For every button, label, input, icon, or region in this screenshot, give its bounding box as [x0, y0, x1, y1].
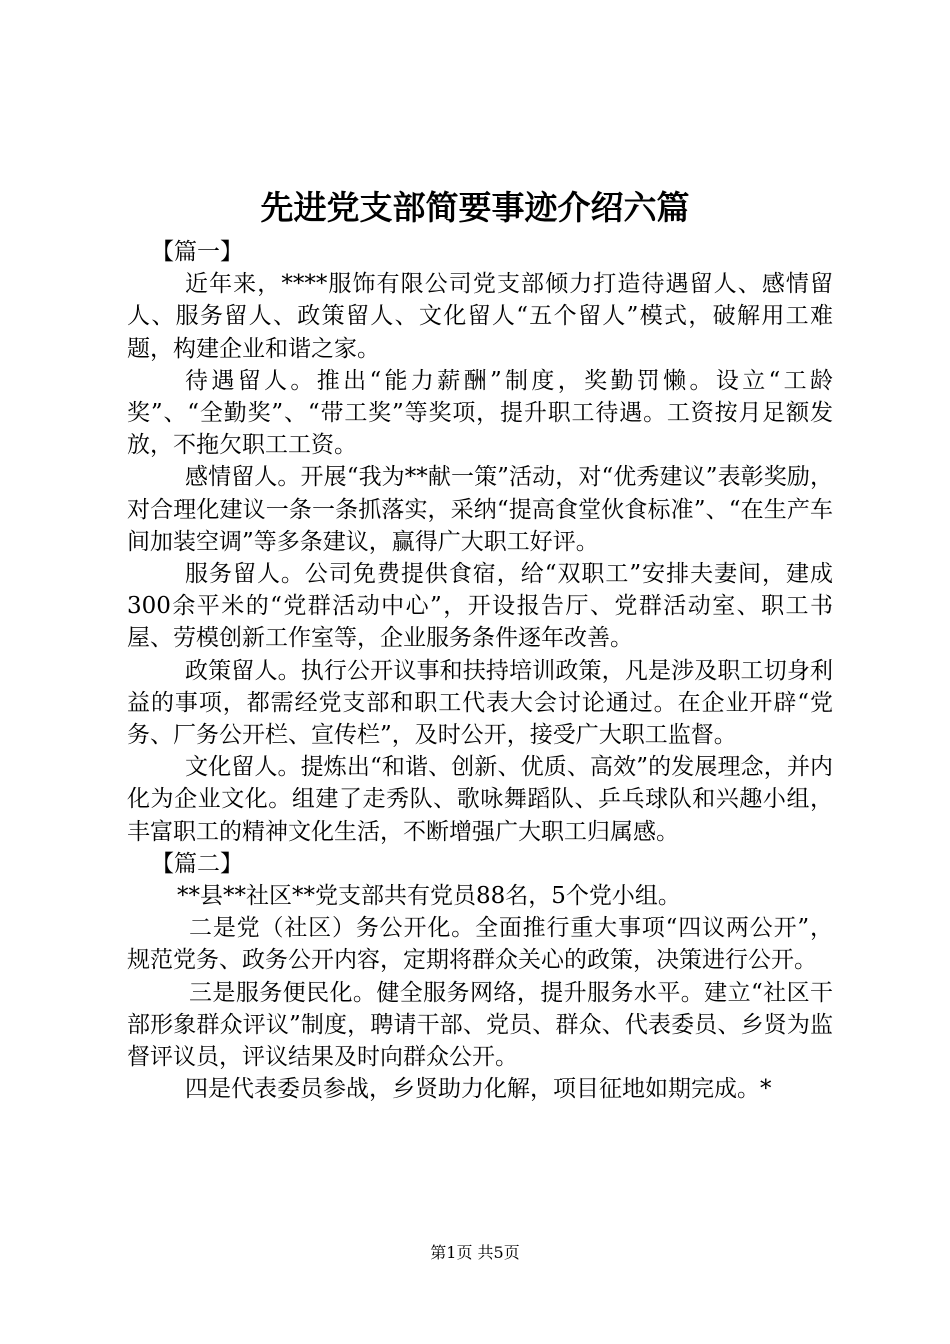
paragraph: 感情留人。开展“我为**献一策”活动，对“优秀建议”表彰奖励，对合理化建议一条一条抓落实，采纳“提高食堂伙食标准”、“在生产车间加装空调”等多条建议，赢得广大职工好评。: [127, 464, 833, 555]
paragraph: 四是代表委员参战，乡贤助力化解，项目征地如期完成。*: [185, 1076, 772, 1103]
paragraph: 待遇留人。推出“能力薪酬”制度，奖勤罚懒。设立“工龄奖”、“全勤奖”、“带工奖”等奖项，提升职工待遇。工资按月足额发放，不拖欠职工工资。: [127, 367, 833, 459]
page-number: 第1页 共5页: [430, 1243, 520, 1262]
paragraph: **县**社区**党支部共有党员88名，5个党小组。: [177, 883, 681, 910]
section-heading-1: 【篇一】: [151, 239, 243, 265]
paragraph: 三是服务便民化。健全服务网络，提升服务水平。建立“社区干部形象群众评议”制度，聘请干部、党员、群众、代表委员、乡贤为监督评议员，评议结果及时向群众公开。: [127, 979, 833, 1071]
paragraph: 服务留人。公司免费提供食宿，给“双职工”安排夫妻间，建成300余平米的“党群活动中心”，开设报告厅、党群活动室、职工书屋、劳模创新工作室等，企业服务条件逐年改善。: [127, 561, 833, 652]
paragraph: 政策留人。执行公开议事和扶持培训政策，凡是涉及职工切身利益的事项，都需经党支部和职工代表大会讨论通过。在企业开辟“党务、厂务公开栏、宣传栏”，及时公开，接受广大职工监督。: [127, 657, 833, 749]
document-title: 先进党支部简要事迹介绍六篇: [260, 188, 690, 227]
paragraph: 文化留人。提炼出“和谐、创新、优质、高效”的发展理念，并内化为企业文化。组建了走秀队、歌咏舞蹈队、乒乓球队和兴趣小组，丰富职工的精神文化生活，不断增强广大职工归属感。: [127, 754, 833, 845]
paragraph: 二是党（社区）务公开化。全面推行重大事项“四议两公开”，规范党务、政务公开内容，定期将群众关心的政策，决策进行公开。: [127, 915, 833, 974]
paragraph: 近年来，****服饰有限公司党支部倾力打造待遇留人、感情留人、服务留人、政策留人、文化留人“五个留人”模式，破解用工难题，构建企业和谐之家。: [127, 271, 833, 362]
section-heading-2: 【篇二】: [151, 850, 243, 877]
document-body: [127, 236, 833, 1105]
